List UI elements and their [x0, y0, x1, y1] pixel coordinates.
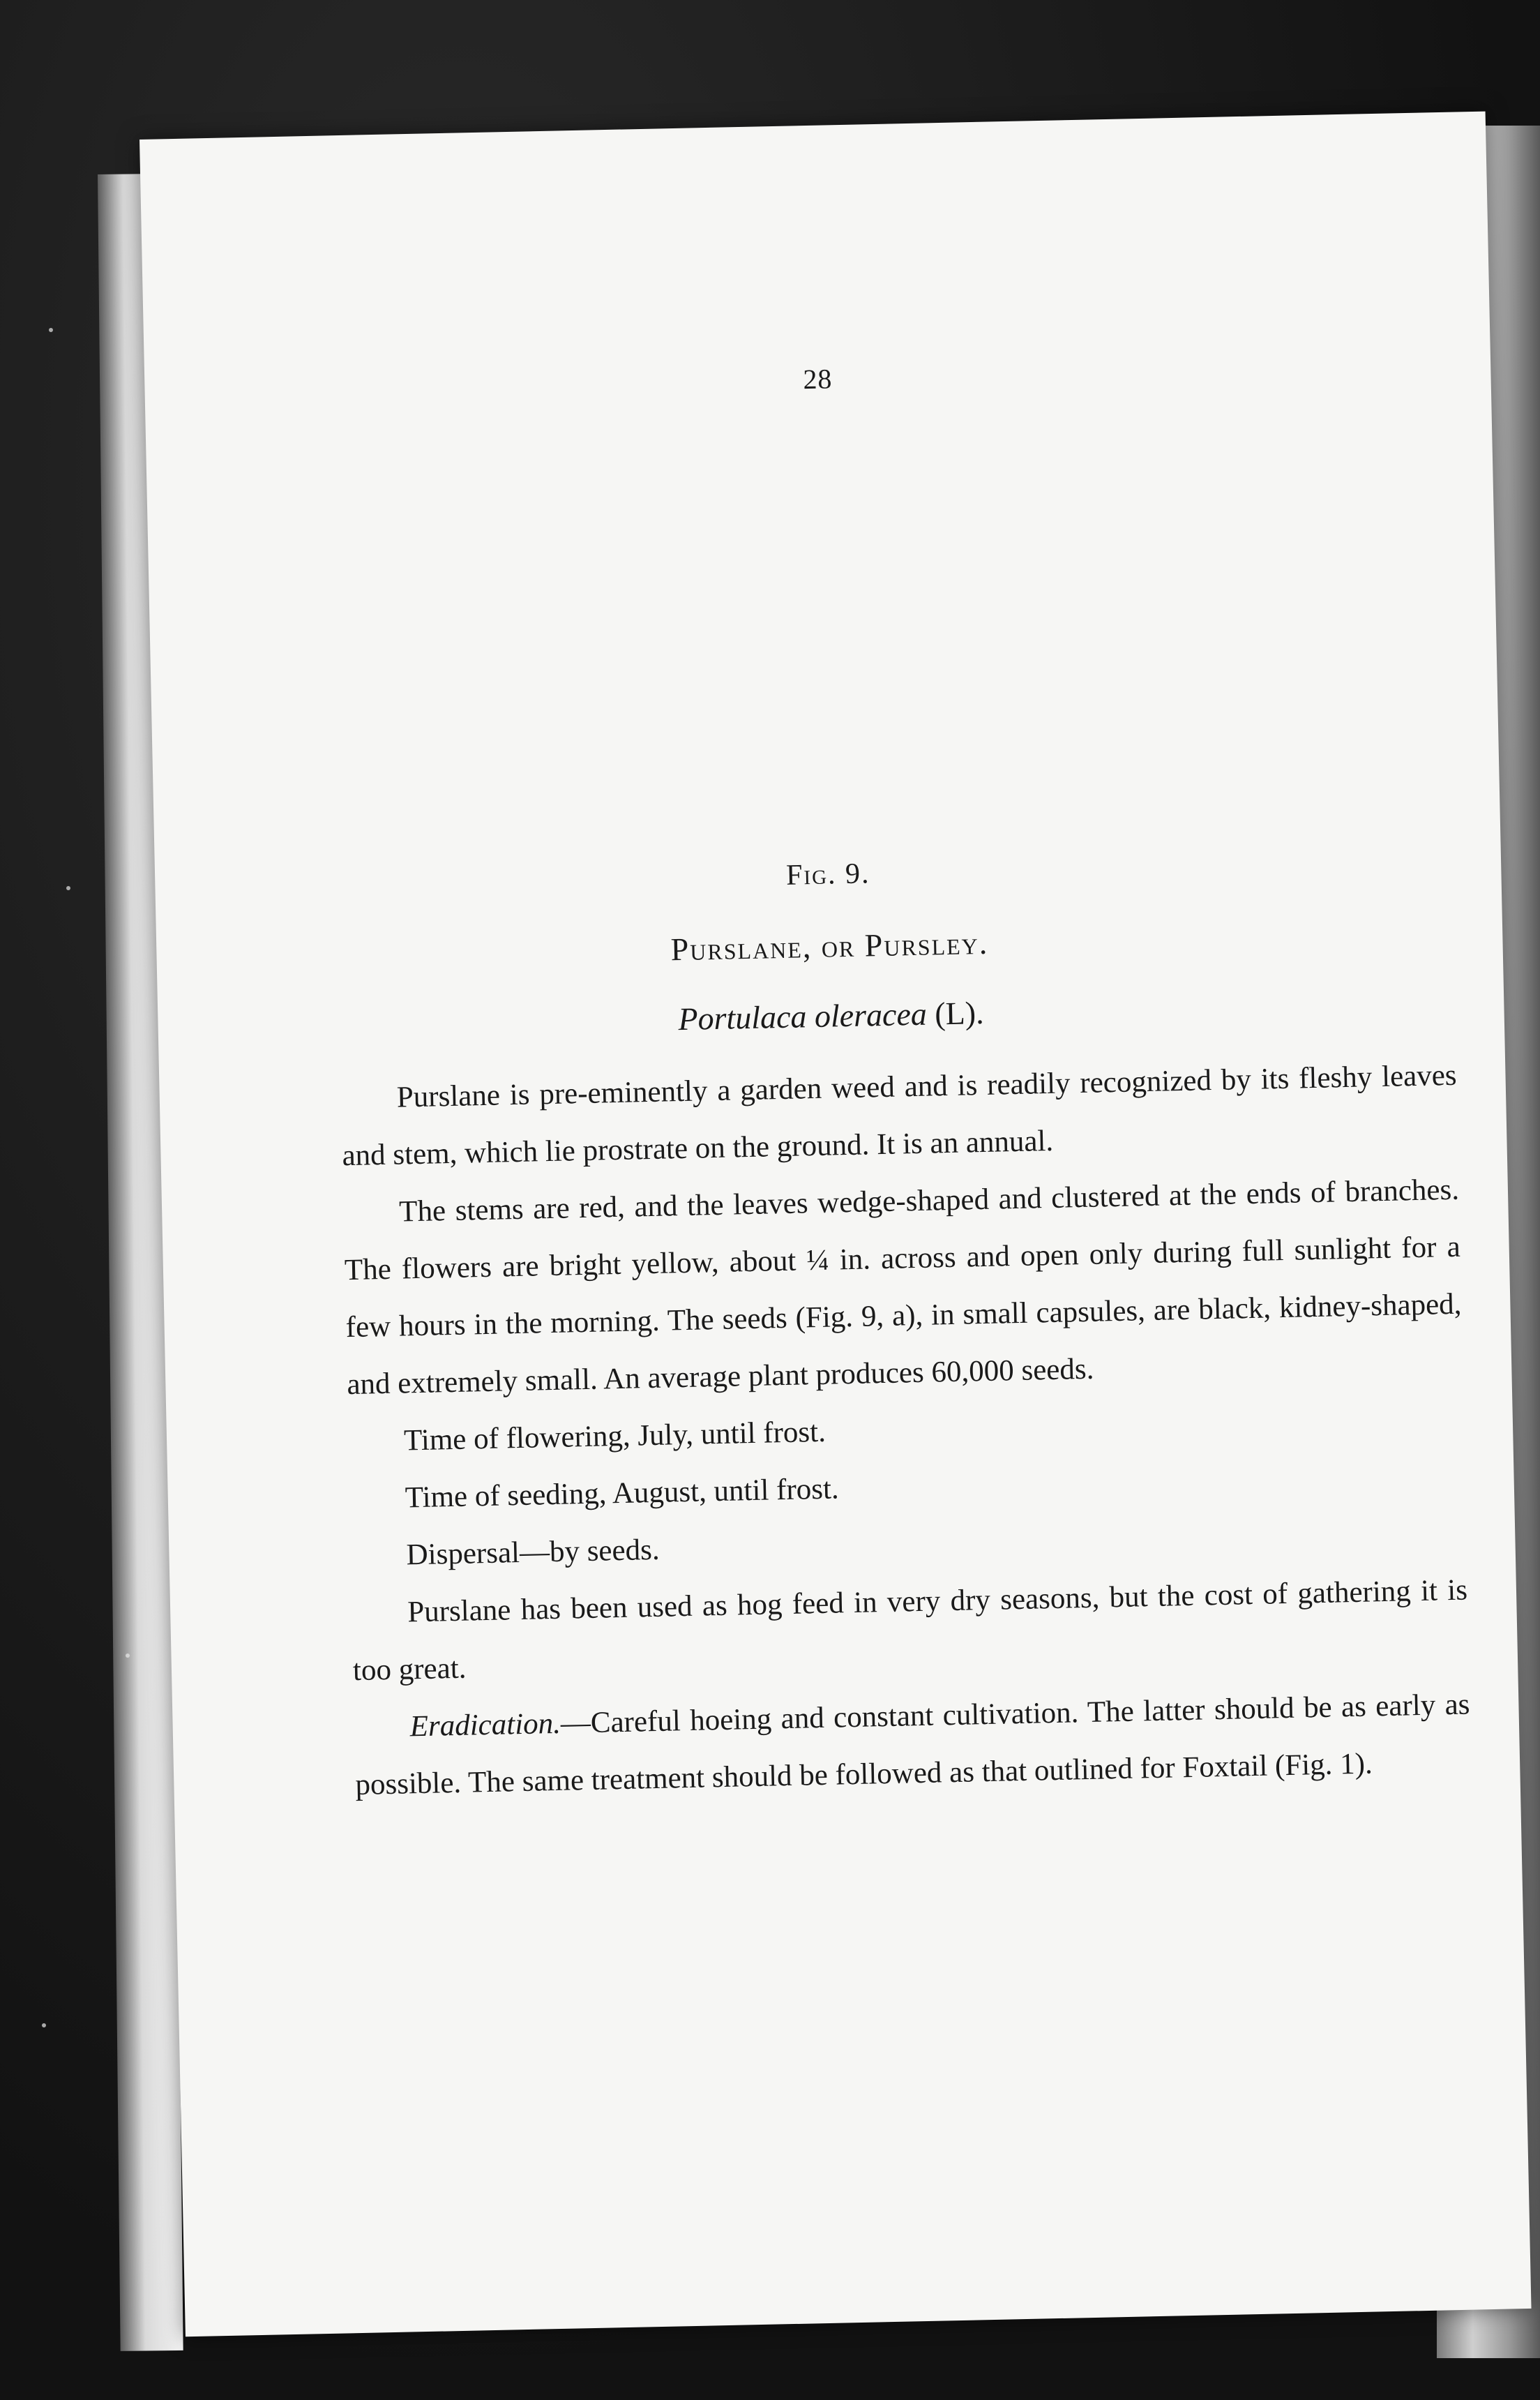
scientific-authority: (L).: [926, 994, 985, 1032]
eradication-label: Eradication.: [409, 1707, 561, 1743]
dust-speck: [49, 328, 53, 332]
scientific-name-line: [158, 983, 1504, 1048]
page-number: 28: [802, 363, 833, 396]
paragraph: Purslane is pre-eminently a garden weed and is readily recognized by its fleshy leaves and stem, which lie prostrate on the ground. It is an annual.: [342, 1058, 1457, 1173]
figure-caption: Fig. 9.: [785, 857, 870, 892]
body-text: [340, 1047, 1472, 1814]
eradication-text: —Careful hoeing and constant cultivation. The latter should be as early as possible. The same treatment should be followed as that outlined for Foxtail (Fig. 1).: [354, 1688, 1470, 1802]
dust-speck: [126, 1653, 130, 1658]
paragraph: Purslane has been used as hog feed in very dry seasons, but the cost of gathering it is too great.: [352, 1573, 1468, 1688]
paragraph: The stems are red, and the leaves wedge-shaped and clustered at the ends of branches. The flowers are bright yellow, about ¼ in. across and open only during full sunlight for a few hours in the morning. The seeds (Fig. 9, a), in small capsules, are black, kidney-shaped, and extremely small. An average plant produces 60,000 seeds.: [344, 1173, 1462, 1402]
paragraph: Dispersal—by seeds.: [406, 1533, 660, 1572]
paragraph: Time of seeding, August, until frost.: [405, 1472, 840, 1515]
scientific-name: Portulaca oleracea: [677, 996, 928, 1037]
page-content: [139, 112, 1532, 2337]
eradication-paragraph: [354, 1677, 1472, 1814]
page-title: Purslane, or Pursley.: [670, 924, 989, 968]
book-page: [139, 112, 1532, 2337]
dust-speck: [66, 886, 70, 890]
dust-speck: [42, 2023, 46, 2027]
paragraph: Time of flowering, July, until frost.: [403, 1415, 826, 1457]
